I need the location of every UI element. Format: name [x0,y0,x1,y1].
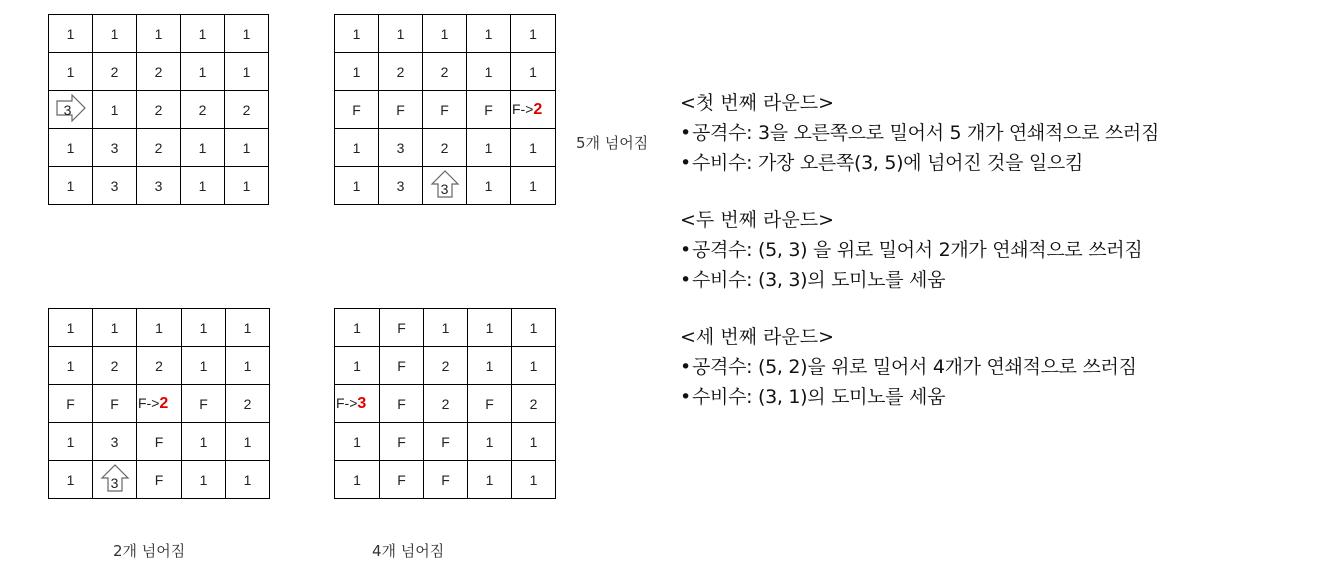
board-cell [49,309,93,347]
board-row [49,15,269,53]
cell-value: 1 [243,319,252,336]
board-cell [93,15,137,53]
cell-value: F [397,433,406,450]
board-cell [467,53,511,91]
board-cell [137,53,181,91]
cell-value: 1 [242,177,251,194]
board-cell [424,309,468,347]
board-cell [468,347,512,385]
board-cell [181,167,225,205]
cell-value: 2 [198,101,207,118]
board-cell [137,167,181,205]
board-cell [93,423,137,461]
board-row [335,129,556,167]
cell-value: 1 [198,25,207,42]
cell-value: 1 [243,471,252,488]
cell-value: 1 [485,319,494,336]
cell-value: 1 [440,25,449,42]
cell-value: F [154,471,164,488]
cell-value: 1 [485,433,494,450]
bullet-dot-icon: • [680,356,691,378]
board-cell [49,53,93,91]
board-cell [49,167,93,205]
board-cell [335,15,379,53]
board-cell [468,423,512,461]
board-cell [335,53,379,91]
cell-value: 1 [529,177,537,194]
cell-value: 1 [66,63,75,80]
board-cell [93,309,137,347]
board-row [49,91,269,129]
board-cell [424,347,468,385]
board-cell [335,423,380,461]
board-cell [468,309,512,347]
cell-value: 2 [440,63,449,80]
cell-value: 1 [198,139,207,156]
board-cell [512,423,556,461]
board-cell [379,91,423,129]
restored-value: 2 [159,394,169,412]
round-title: <두 번째 라운드> [680,209,835,231]
board-round2 [48,308,270,499]
cell-value: 1 [243,433,252,450]
cell-value: F [110,395,119,412]
board-cell [181,91,225,129]
board-cell [380,347,424,385]
bullet-text: 수비수: (3, 1)의 도미노를 세움 [692,386,946,408]
board-cell [49,461,93,499]
board-cell [182,423,226,461]
bullet-text: 공격수: (5, 2)을 위로 밀어서 4개가 연쇄적으로 쓰러짐 [692,356,1137,378]
board-cell [49,347,93,385]
board-cell [511,167,556,205]
board-cell [93,385,137,423]
cell-value: 1 [110,25,119,42]
board-cell [225,15,269,53]
cell-value: 1 [66,433,75,450]
board-cell [49,91,93,129]
board-row [49,309,270,347]
board-cell [182,309,226,347]
cell-value: 1 [242,25,251,42]
cell-value: 1 [242,139,251,156]
cell-value: 2 [110,63,119,80]
cell-value: 1 [529,357,538,374]
board-cell [468,461,512,499]
cell-value: 1 [242,63,251,80]
board-round2-caption: 2개 넘어짐 [113,542,186,560]
bullet-dot-icon: • [680,239,691,261]
bullet-attacker [680,235,1330,265]
board-row [49,461,270,499]
cell-value: F [441,433,450,450]
cell-value: 1 [529,471,538,488]
cell-value: 1 [66,25,75,42]
board-cell [181,129,225,167]
cell-value: 1 [441,319,450,336]
cell-value: 1 [529,139,537,156]
board-cell [225,53,269,91]
board-cell [380,423,424,461]
cell-value: 2 [529,395,538,412]
bullet-attacker [680,118,1330,148]
bullet-text: 수비수: (3, 3)의 도미노를 세움 [692,269,946,291]
cell-value: 1 [66,471,75,488]
round-2 [680,205,1330,295]
bullet-attacker [680,352,1330,382]
board-cell [424,423,468,461]
board-cell [423,15,467,53]
cell-value: F [397,357,406,374]
round-3 [680,322,1330,412]
cell-value: 1 [199,357,208,374]
cell-value: 2 [110,357,119,374]
cell-value: 2 [441,395,450,412]
cell-value: 1 [353,471,361,488]
board-cell [423,91,467,129]
cell-value: 3 [154,177,163,194]
push-up-arrow-icon [99,464,131,495]
bullet-defender [680,265,1330,295]
cell-value: F [397,471,406,488]
board-cell [93,347,137,385]
board-cell [226,347,270,385]
bullet-defender [680,148,1330,178]
board-cell [379,129,423,167]
board-cell [379,53,423,91]
cell-value: F [397,319,406,336]
cell-value: F [352,101,361,118]
board-cell [225,91,269,129]
cell-value: 1 [198,63,207,80]
round-notes [680,88,1330,439]
arrow-value: 3 [440,180,449,197]
board-cell [182,461,226,499]
cell-value: 1 [352,63,361,80]
cell-value: 1 [484,139,493,156]
cell-value: 1 [352,139,361,156]
cell-value: F [441,471,450,488]
board-cell [226,309,270,347]
board-cell [49,129,93,167]
cell-value: 1 [110,319,119,336]
board-cell [137,385,182,423]
cell-value: F [396,101,405,118]
cell-value: 1 [353,433,361,450]
board-cell [137,347,182,385]
board-round1-caption: 5개 넘어짐 [576,134,649,152]
board-cell [49,423,93,461]
cell-value: F [66,395,75,412]
round-1 [680,88,1330,178]
board-row [49,423,270,461]
board-cell [467,91,511,129]
board-cell [467,167,511,205]
cell-value: 1 [66,319,75,336]
board-cell [511,91,556,129]
board-cell [512,309,556,347]
board-cell [182,385,226,423]
board-cell [335,309,380,347]
board-cell [424,385,468,423]
board-cell [423,53,467,91]
cell-value: 1 [198,177,207,194]
board-cell [137,15,181,53]
cell-value: 3 [110,433,119,450]
board-row [335,91,556,129]
board-row [49,53,269,91]
board-row [335,347,556,385]
cell-value: F [485,395,494,412]
board-cell [93,461,137,499]
cell-value: F [397,395,406,412]
fallen-prefix: F-> [512,100,534,117]
round-title: <세 번째 라운드> [680,326,835,348]
restored-value: 3 [357,394,367,412]
board-cell [226,461,270,499]
cell-value: 1 [484,63,493,80]
fallen-prefix: F-> [138,394,160,411]
board-cell [379,167,423,205]
push-right-arrow-icon [55,94,87,125]
board-cell [93,129,137,167]
board-round1 [334,14,556,205]
board-cell [225,129,269,167]
cell-value: F [199,395,208,412]
cell-value: 3 [110,139,119,156]
board-cell [512,385,556,423]
cell-value: 2 [242,101,251,118]
board-cell [182,347,226,385]
board-cell [137,461,182,499]
board-row [49,385,270,423]
board-cell [512,347,556,385]
board-cell [335,129,379,167]
board-cell [93,167,137,205]
cell-value: 1 [154,25,163,42]
board-cell [423,129,467,167]
restored-value: 2 [533,100,543,118]
board-cell [380,461,424,499]
cell-value: 1 [485,357,494,374]
cell-value: 1 [529,433,538,450]
board-cell [379,15,423,53]
cell-value: F [440,101,449,118]
fallen-prefix: F-> [336,394,358,411]
board-cell [226,423,270,461]
cell-value: 1 [352,177,361,194]
push-up-arrow-icon [429,170,461,201]
cell-value: 1 [529,25,537,42]
board-round3-caption: 4개 넘어짐 [372,542,445,560]
bullet-dot-icon: • [680,386,691,408]
cell-value: 1 [353,319,361,336]
board-cell [335,167,379,205]
board-row [335,309,556,347]
cell-value: 1 [484,177,493,194]
board-row [335,167,556,205]
board-cell [93,91,137,129]
cell-value: 3 [396,177,405,194]
bullet-text: 공격수: (5, 3) 을 위로 밀어서 2개가 연쇄적으로 쓰러짐 [692,239,1143,261]
bullet-dot-icon: • [680,269,691,291]
board-cell [511,129,556,167]
cell-value: 1 [396,25,405,42]
cell-value: 3 [396,139,405,156]
board-cell [137,129,181,167]
board-cell [511,15,556,53]
cell-value: 1 [352,25,361,42]
board-cell [335,385,380,423]
board-cell [181,53,225,91]
board-row [49,167,269,205]
board-cell [137,309,182,347]
board-cell [225,167,269,205]
cell-value: F [484,101,493,118]
bullet-dot-icon: • [680,122,691,144]
board-row [335,53,556,91]
board-cell [424,461,468,499]
cell-value: 1 [199,433,208,450]
board-cell [181,15,225,53]
bullet-defender [680,382,1330,412]
cell-value: 2 [154,139,163,156]
board-row [335,15,556,53]
board-cell [49,15,93,53]
board-initial [48,14,269,205]
cell-value: 1 [529,319,538,336]
cell-value: 1 [155,319,163,336]
cell-value: F [154,433,164,450]
cell-value: 2 [440,139,449,156]
cell-value: 1 [199,319,208,336]
arrow-value: 3 [110,474,119,491]
board-cell [335,347,380,385]
board-cell [512,461,556,499]
cell-value: 2 [154,63,163,80]
board-cell [226,385,270,423]
cell-value: 2 [441,357,450,374]
cell-value: 1 [66,139,75,156]
board-cell [93,53,137,91]
cell-value: 1 [485,471,494,488]
bullet-dot-icon: • [680,152,691,174]
cell-value: 1 [243,357,252,374]
board-cell [468,385,512,423]
cell-value: 1 [66,357,75,374]
board-cell [335,91,379,129]
board-cell [467,129,511,167]
board-cell [380,385,424,423]
board-cell [49,385,93,423]
cell-value: 1 [199,471,208,488]
bullet-text: 공격수: 3을 오른쪽으로 밀어서 5 개가 연쇄적으로 쓰러짐 [692,122,1160,144]
cell-value: 3 [110,177,119,194]
cell-value: 2 [154,101,163,118]
board-cell [511,53,556,91]
board-row [335,423,556,461]
board-cell [467,15,511,53]
cell-value: 1 [110,101,119,118]
board-row [49,129,269,167]
board-row [335,461,556,499]
cell-value: 2 [243,395,252,412]
cell-value: 1 [484,25,493,42]
cell-value: 1 [529,63,537,80]
board-cell [137,91,181,129]
board-cell [335,461,380,499]
board-row [335,385,556,423]
bullet-text: 수비수: 가장 오른쪽(3, 5)에 넘어진 것을 일으킴 [692,152,1083,174]
board-cell [423,167,467,205]
cell-value: 1 [66,177,75,194]
board-cell [137,423,182,461]
cell-value: 2 [396,63,405,80]
round-title: <첫 번째 라운드> [680,92,835,114]
board-row [49,347,270,385]
arrow-value: 3 [63,101,72,118]
cell-value: 1 [353,357,361,374]
board-round3 [334,308,556,499]
cell-value: 2 [155,357,163,374]
board-cell [380,309,424,347]
